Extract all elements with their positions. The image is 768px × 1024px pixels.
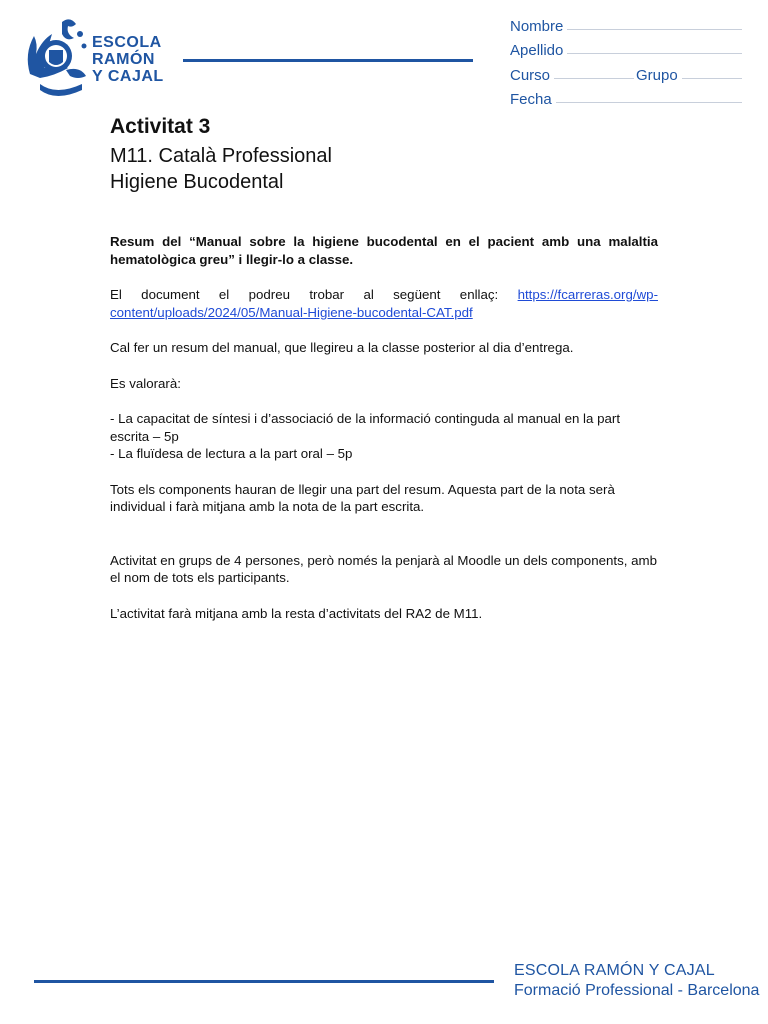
nombre-row <box>510 10 742 35</box>
logo-line-3: Y CAJAL <box>92 68 164 85</box>
header-divider <box>183 59 473 62</box>
grupo-label: Grupo <box>636 66 678 84</box>
student-info-form <box>510 10 742 108</box>
school-logo <box>22 14 172 98</box>
criteria-item-1 <box>110 410 658 445</box>
course-subtitle: Higiene Bucodental <box>110 171 284 193</box>
criteria-item-2: - La fluïdesa de lectura a la part oral – 5p <box>110 446 353 461</box>
nombre-label: Nombre <box>510 17 564 35</box>
apellido-label: Apellido <box>510 42 564 59</box>
average-paragraph: L’activitat farà mitjana amb la resta d’activitats del RA2 de M11. <box>110 605 483 621</box>
logo-wordmark <box>92 34 164 85</box>
curso-grupo-row <box>510 59 742 84</box>
school-emblem-icon <box>22 14 92 98</box>
grupo-field[interactable] <box>682 78 742 79</box>
activity-body <box>110 233 658 622</box>
footer-line-1: ESCOLA RAMÓN Y CAJAL <box>514 962 715 979</box>
apellido-row <box>510 35 742 60</box>
footer-divider <box>34 980 494 983</box>
summary-paragraph: Cal fer un resum del manual, que llegireu a la classe posterior al dia d’entrega. <box>110 340 574 355</box>
logo-line-2: RAMÓN <box>92 51 155 68</box>
fecha-field[interactable] <box>556 102 742 103</box>
document-text: El document el podreu trobar al següent enllaç: <box>110 287 518 302</box>
document-link[interactable]: https://fcarreras.org/wp-content/uploads/2024/05/Manual-Higiene-bucodental-CAT.pdf <box>110 287 658 320</box>
logo-line-1: ESCOLA <box>92 34 162 51</box>
footer-school-name <box>514 961 759 1001</box>
criteria-item-1-text: - La capacitat de síntesi i d’associació de la informació continguda al manual en la part escrita – 5p <box>110 411 621 444</box>
curso-label: Curso <box>510 66 551 84</box>
apellido-field[interactable] <box>567 53 742 54</box>
activity-title: Activitat 3 <box>110 115 211 138</box>
fecha-row <box>510 84 742 109</box>
groups-paragraph: Activitat en grups de 4 persones, però només la penjarà al Moodle un dels components, amb el nom de tots els participants. <box>110 552 657 585</box>
fecha-label: Fecha <box>510 91 552 108</box>
module-subtitle: M11. Català Professional <box>110 145 332 167</box>
intro-paragraph: Resum del “Manual sobre la higiene bucodental en el pacient amb una malaltia hematològica greu” i llegir-lo a classe. <box>110 234 658 267</box>
reading-paragraph: Tots els components hauran de llegir una part del resum. Aquesta part de la nota serà individual i farà mitjana amb la nota de la part escrita. <box>110 481 615 514</box>
curso-field[interactable] <box>554 78 634 79</box>
evaluation-heading: Es valorarà: <box>110 375 181 391</box>
document-paragraph <box>110 286 658 321</box>
footer-line-2: Formació Professional - Barcelona <box>514 982 760 999</box>
nombre-field[interactable] <box>567 29 742 30</box>
